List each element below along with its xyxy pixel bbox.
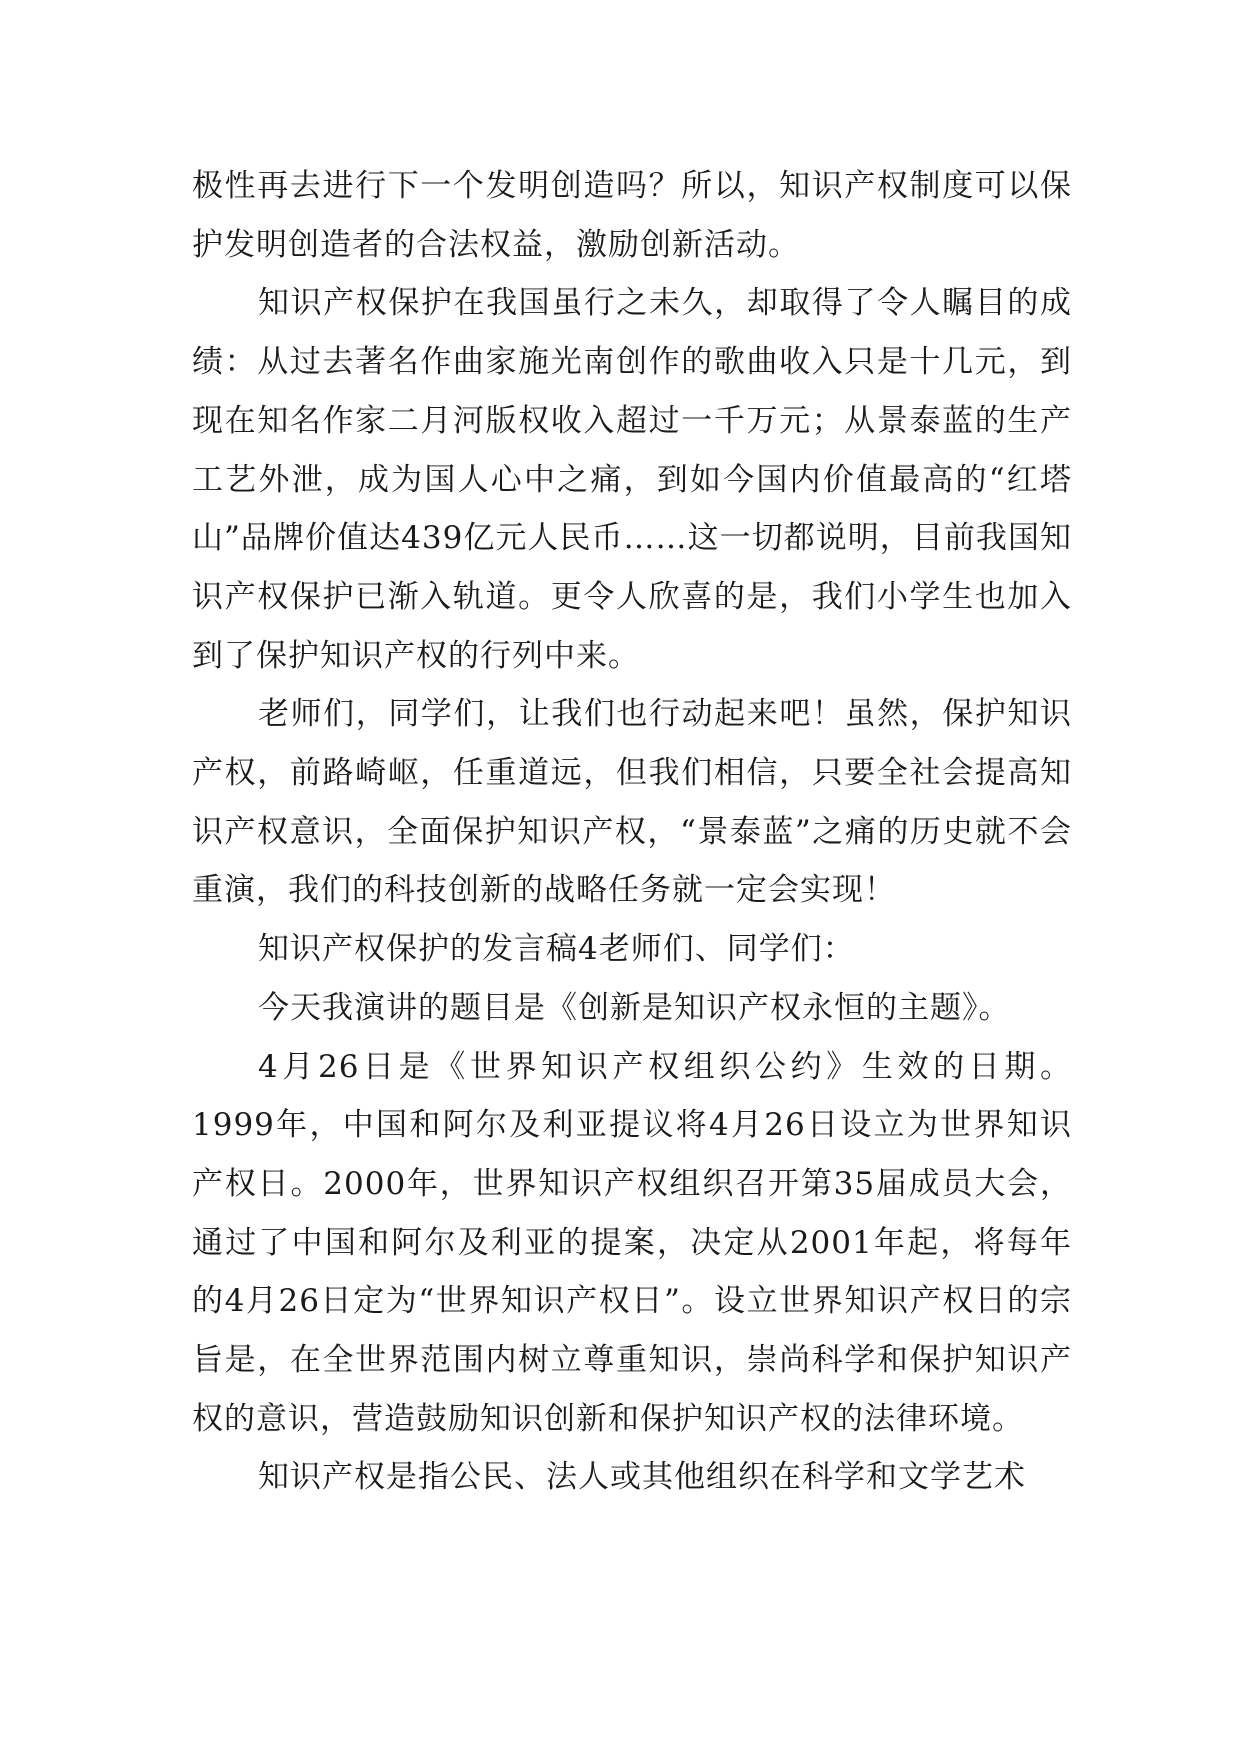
paragraph: 知识产权保护在我国虽行之未久，却取得了令人瞩目的成绩：从过去著名作曲家施光南创作的歌曲收入只是十几元，到现在知名作家二月河版权收入超过一千万元；从景泰蓝的生产工艺外泄，成为国人心中之痛，到如今国内价值最高的“红塔山”品牌价值达439亿元人民币……这一切都说明，目前我国知识产权保护已渐入轨道。更令人欣喜的是，我们小学生也加入到了保护知识产权的行列中来。 bbox=[192, 285, 1072, 674]
paragraph: 知识产权保护的发言稿4老师们、同学们： bbox=[258, 931, 855, 968]
paragraph: 知识产权是指公民、法人或其他组织在科学和文学艺术 bbox=[258, 1459, 1026, 1496]
paragraph: 今天我演讲的题目是《创新是知识产权永恒的主题》。 bbox=[258, 989, 1011, 1026]
body-text bbox=[192, 157, 1072, 1507]
paragraph: 4月26日是《世界知识产权组织公约》生效的日期。1999年，中国和阿尔及利亚提议将4月26日设立为世界知识产权日。2000年，世界知识产权组织召开第35届成员大会，通过了中国和阿尔及利亚的提案，决定从2001年起，将每年的4月26日定为“世界知识产权日”。设立世界知识产权日的宗旨是，在全世界范围内树立尊重知识，崇尚科学和保护知识产权的意识，营造鼓励知识创新和保护知识产权的法律环境。 bbox=[192, 1048, 1072, 1437]
paragraph: 老师们，同学们，让我们也行动起来吧！虽然，保护知识产权，前路崎岖，任重道远，但我们相信，只要全社会提高知识产权意识，全面保护知识产权，“景泰蓝”之痛的历史就不会重演，我们的科技创新的战略任务就一定会实现！ bbox=[192, 696, 1072, 909]
paragraph: 极性再去进行下一个发明创造吗？所以，知识产权制度可以保护发明创造者的合法权益，激励创新活动。 bbox=[192, 168, 1072, 263]
